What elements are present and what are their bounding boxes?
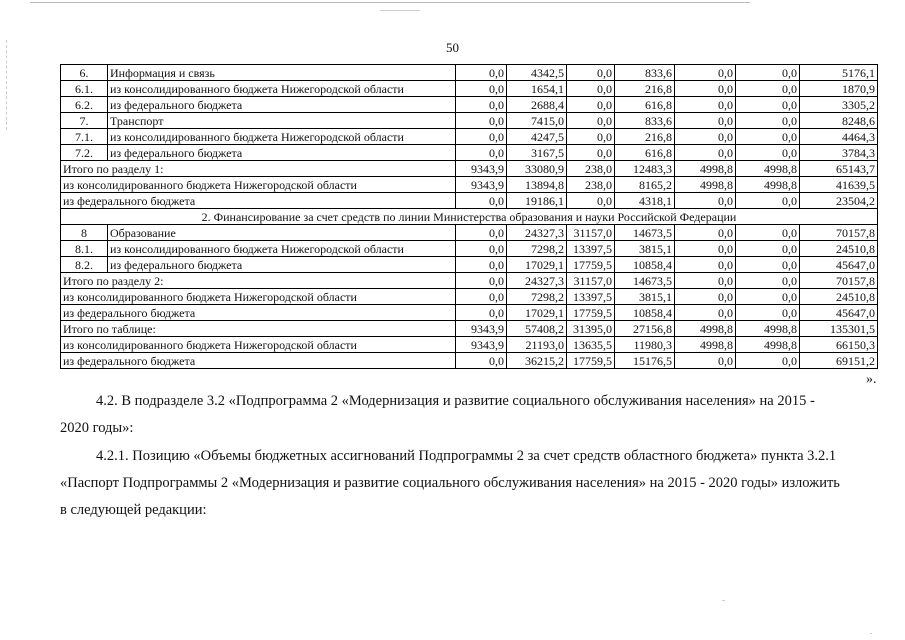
value-cell: 216,8 (615, 129, 675, 145)
value-cell: 4342,5 (507, 65, 567, 81)
value-cell: 0,0 (456, 353, 507, 369)
total-row (61, 321, 878, 337)
value-cell: 0,0 (675, 81, 736, 97)
row-name: из консолидированного бюджета Нижегородской области (108, 241, 456, 257)
value-cell: 3784,3 (800, 145, 878, 161)
value-cell: 3815,1 (615, 289, 675, 305)
value-cell: 10858,4 (615, 257, 675, 273)
value-cell: 23504,2 (800, 193, 878, 209)
value-cell: 833,6 (615, 113, 675, 129)
row-number: 8 (61, 225, 108, 241)
value-cell: 31395,0 (567, 321, 615, 337)
value-cell: 24327,3 (507, 273, 567, 289)
value-cell: 616,8 (615, 145, 675, 161)
value-cell: 45647,0 (800, 257, 878, 273)
value-cell: 17759,5 (567, 305, 615, 321)
value-cell: 15176,5 (615, 353, 675, 369)
value-cell: 4998,8 (675, 177, 736, 193)
value-cell: 17759,5 (567, 257, 615, 273)
value-cell: 216,8 (615, 81, 675, 97)
value-cell: 8165,2 (615, 177, 675, 193)
closing-quote: ». (866, 372, 877, 387)
value-cell: 14673,5 (615, 273, 675, 289)
total-row (61, 193, 878, 209)
value-cell: 41639,5 (800, 177, 878, 193)
value-cell: 0,0 (675, 305, 736, 321)
row-number: 6.2. (61, 97, 108, 113)
table-body (61, 65, 878, 369)
value-cell: 238,0 (567, 177, 615, 193)
value-cell: 0,0 (675, 241, 736, 257)
row-number: 7. (61, 113, 108, 129)
value-cell: 33080,9 (507, 161, 567, 177)
value-cell: 0,0 (456, 81, 507, 97)
value-cell: 7298,2 (507, 289, 567, 305)
paragraph-4-2-line-1: 4.2. В подразделе 3.2 «Подпрограмма 2 «Модернизация и развитие социального обслуживания населения» на 2015 - (96, 393, 815, 409)
row-name: из федерального бюджета (108, 145, 456, 161)
value-cell: 70157,8 (800, 273, 878, 289)
paragraph-4-2-1-line-2: «Паспорт Подпрограммы 2 «Модернизация и развитие социального обслуживания населения» на 2015 - 2020 годы» изложить (60, 475, 840, 491)
total-row (61, 161, 878, 177)
value-cell: 4998,8 (736, 177, 800, 193)
value-cell: 12483,3 (615, 161, 675, 177)
total-label: Итого по разделу 1: (61, 161, 456, 177)
row-name: Информация и связь (108, 65, 456, 81)
value-cell: 0,0 (736, 129, 800, 145)
value-cell: 17029,1 (507, 305, 567, 321)
value-cell: 57408,2 (507, 321, 567, 337)
value-cell: 0,0 (736, 225, 800, 241)
table-row (61, 241, 878, 257)
value-cell: 0,0 (456, 65, 507, 81)
value-cell: 4998,8 (736, 161, 800, 177)
value-cell: 0,0 (736, 241, 800, 257)
value-cell: 0,0 (456, 257, 507, 273)
total-label: Итого по таблице: (61, 321, 456, 337)
section-heading-row (61, 209, 878, 225)
value-cell: 14673,5 (615, 225, 675, 241)
value-cell: 9343,9 (456, 321, 507, 337)
value-cell: 24327,3 (507, 225, 567, 241)
value-cell: 4318,1 (615, 193, 675, 209)
value-cell: 3815,1 (615, 241, 675, 257)
value-cell: 4464,3 (800, 129, 878, 145)
value-cell: 2688,4 (507, 97, 567, 113)
value-cell: 4998,8 (736, 337, 800, 353)
value-cell: 17759,5 (567, 353, 615, 369)
value-cell: 0,0 (456, 305, 507, 321)
value-cell: 0,0 (736, 353, 800, 369)
value-cell: 9343,9 (456, 177, 507, 193)
total-label: из федерального бюджета (61, 305, 456, 321)
value-cell: 0,0 (736, 289, 800, 305)
row-number: 7.1. (61, 129, 108, 145)
value-cell: 833,6 (615, 65, 675, 81)
value-cell: 66150,3 (800, 337, 878, 353)
budget-table (60, 64, 878, 369)
row-number: 7.2. (61, 145, 108, 161)
table-row (61, 145, 878, 161)
value-cell: 0,0 (456, 129, 507, 145)
top-scan-mark (380, 10, 420, 11)
value-cell: 0,0 (567, 129, 615, 145)
value-cell: 0,0 (675, 225, 736, 241)
value-cell: 0,0 (675, 113, 736, 129)
value-cell: 135301,5 (800, 321, 878, 337)
value-cell: 3167,5 (507, 145, 567, 161)
total-label: из федерального бюджета (61, 193, 456, 209)
total-row (61, 337, 878, 353)
value-cell: 4998,8 (675, 161, 736, 177)
total-label: из консолидированного бюджета Нижегородской области (61, 337, 456, 353)
value-cell: 0,0 (567, 81, 615, 97)
row-number: 8.1. (61, 241, 108, 257)
value-cell: 0,0 (675, 129, 736, 145)
value-cell: 0,0 (675, 257, 736, 273)
row-number: 6.1. (61, 81, 108, 97)
value-cell: 0,0 (567, 65, 615, 81)
value-cell: 70157,8 (800, 225, 878, 241)
value-cell: 4998,8 (675, 321, 736, 337)
top-scan-line (30, 2, 750, 3)
value-cell: 13635,5 (567, 337, 615, 353)
total-row (61, 289, 878, 305)
scan-speck (722, 600, 725, 601)
table-row (61, 257, 878, 273)
value-cell: 13397,5 (567, 241, 615, 257)
value-cell: 11980,3 (615, 337, 675, 353)
value-cell: 0,0 (456, 273, 507, 289)
value-cell: 0,0 (456, 289, 507, 305)
value-cell: 45647,0 (800, 305, 878, 321)
value-cell: 0,0 (675, 353, 736, 369)
paragraph-4-2-1-line-3: в следующей редакции: (60, 502, 207, 518)
value-cell: 24510,8 (800, 289, 878, 305)
scan-speck (870, 633, 872, 634)
value-cell: 0,0 (736, 273, 800, 289)
value-cell: 0,0 (736, 257, 800, 273)
table-row (61, 65, 878, 81)
row-name: Транспорт (108, 113, 456, 129)
value-cell: 19186,1 (507, 193, 567, 209)
total-row (61, 177, 878, 193)
value-cell: 0,0 (675, 273, 736, 289)
total-label: из федерального бюджета (61, 353, 456, 369)
row-number: 6. (61, 65, 108, 81)
page-number: 50 (446, 40, 459, 55)
total-label: из консолидированного бюджета Нижегородской области (61, 289, 456, 305)
value-cell: 9343,9 (456, 161, 507, 177)
value-cell: 3305,2 (800, 97, 878, 113)
value-cell: 238,0 (567, 161, 615, 177)
value-cell: 21193,0 (507, 337, 567, 353)
value-cell: 65143,7 (800, 161, 878, 177)
row-number: 8.2. (61, 257, 108, 273)
value-cell: 4998,8 (736, 321, 800, 337)
table-row (61, 97, 878, 113)
value-cell: 0,0 (456, 97, 507, 113)
value-cell: 0,0 (675, 193, 736, 209)
value-cell: 616,8 (615, 97, 675, 113)
table-row (61, 81, 878, 97)
value-cell: 0,0 (736, 193, 800, 209)
value-cell: 7415,0 (507, 113, 567, 129)
value-cell: 0,0 (736, 65, 800, 81)
value-cell: 0,0 (567, 145, 615, 161)
row-name: из федерального бюджета (108, 97, 456, 113)
value-cell: 0,0 (736, 305, 800, 321)
value-cell: 0,0 (456, 225, 507, 241)
row-name: из консолидированного бюджета Нижегородской области (108, 81, 456, 97)
total-row (61, 305, 878, 321)
paragraph-4-2-line-2: 2020 годы»: (60, 420, 134, 436)
value-cell: 27156,8 (615, 321, 675, 337)
total-label: Итого по разделу 2: (61, 273, 456, 289)
value-cell: 5176,1 (800, 65, 878, 81)
value-cell: 8248,6 (800, 113, 878, 129)
value-cell: 0,0 (736, 97, 800, 113)
value-cell: 0,0 (675, 97, 736, 113)
value-cell: 0,0 (736, 145, 800, 161)
value-cell: 0,0 (456, 113, 507, 129)
value-cell: 4247,5 (507, 129, 567, 145)
value-cell: 10858,4 (615, 305, 675, 321)
row-name: из консолидированного бюджета Нижегородской области (108, 129, 456, 145)
row-name: Образование (108, 225, 456, 241)
table-row (61, 113, 878, 129)
value-cell: 36215,2 (507, 353, 567, 369)
value-cell: 0,0 (736, 81, 800, 97)
total-label: из консолидированного бюджета Нижегородской области (61, 177, 456, 193)
value-cell: 17029,1 (507, 257, 567, 273)
value-cell: 0,0 (456, 241, 507, 257)
value-cell: 4998,8 (675, 337, 736, 353)
value-cell: 31157,0 (567, 225, 615, 241)
row-name: из федерального бюджета (108, 257, 456, 273)
total-row (61, 273, 878, 289)
value-cell: 0,0 (736, 113, 800, 129)
value-cell: 0,0 (567, 97, 615, 113)
value-cell: 0,0 (675, 65, 736, 81)
value-cell: 1870,9 (800, 81, 878, 97)
table-row (61, 129, 878, 145)
total-row (61, 353, 878, 369)
value-cell: 0,0 (675, 145, 736, 161)
value-cell: 13894,8 (507, 177, 567, 193)
table-row (61, 225, 878, 241)
value-cell: 1654,1 (507, 81, 567, 97)
value-cell: 0,0 (675, 289, 736, 305)
paragraph-4-2-1-line-1: 4.2.1. Позицию «Объемы бюджетных ассигнований Подпрограммы 2 за счет средств областного бюджета» пункта 3.2.1 (96, 448, 837, 464)
value-cell: 9343,9 (456, 337, 507, 353)
value-cell: 13397,5 (567, 289, 615, 305)
value-cell: 0,0 (567, 193, 615, 209)
value-cell: 31157,0 (567, 273, 615, 289)
value-cell: 0,0 (456, 193, 507, 209)
value-cell: 0,0 (456, 145, 507, 161)
value-cell: 24510,8 (800, 241, 878, 257)
value-cell: 0,0 (567, 113, 615, 129)
value-cell: 69151,2 (800, 353, 878, 369)
section-heading: 2. Финансирование за счет средств по линии Министерства образования и науки Российской Федерации (61, 209, 878, 225)
value-cell: 7298,2 (507, 241, 567, 257)
